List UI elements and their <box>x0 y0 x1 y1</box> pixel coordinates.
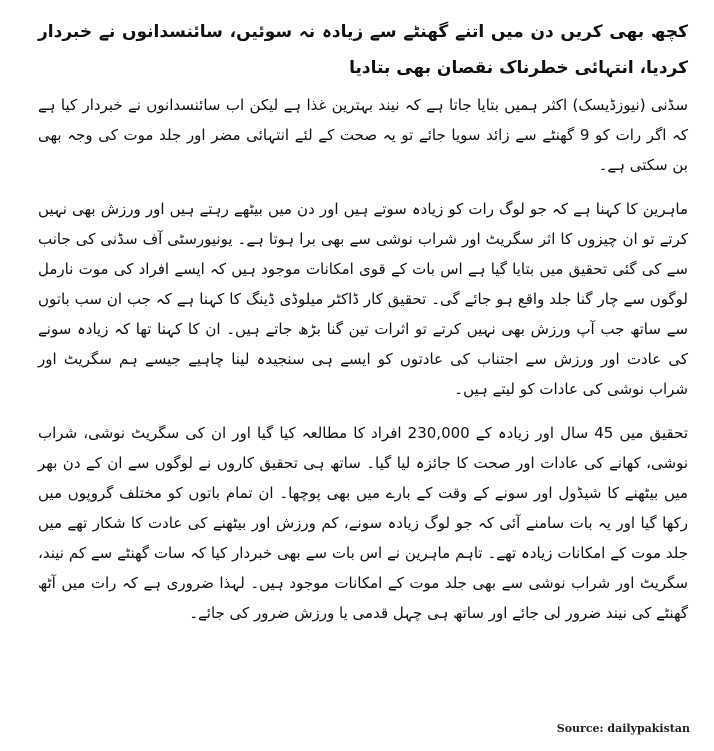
paragraph-intro: سڈنی (نیوزڈیسک) اکثر ہمیں بتایا جاتا ہے کہ نیند بہترین غذا ہے لیکن اب سائنسدانوں نے خبردار کیا ہے کہ اگر رات کو 9 گھنٹے سے زائد سویا جائے تو یہ صحت کے لئے انتہائی مضر اور جلد موت کی وجہ بھی بن سکتی ہے۔ <box>38 96 688 174</box>
paragraph-study: تحقیق میں 45 سال اور زیادہ کے 230,000 افراد کا مطالعہ کیا گیا اور ان کی سگریٹ نوشی، شراب نوشی، کھانے کی عادات اور صحت کا جائزہ لیا گیا۔ ساتھ ہی تحقیق کاروں نے لوگوں سے ان کے دن بھر میں بیٹھنے کا شیڈول اور سونے کے وقت کے بارے میں بھی پوچھا۔ ان تمام باتوں کو مختلف گروپوں میں رکھا گیا اور یہ بات سامنے آئی کہ جو لوگ زیادہ سونے، کم ورزش اور بیٹھنے کی عادت کا شکار تھے میں جلد موت کے امکانات زیادہ تھے۔ تاہم ماہرین نے اس بات سے بھی خبردار کیا کہ سات گھنٹے سے کم نیند، سگریٹ اور شراب نوشی سے بھی جلد موت کے امکانات موجود ہیں۔ لہذا ضروری ہے کہ رات میں آٹھ گھنٹے کی نیند ضرور لی جائے اور ساتھ ہی چہل قدمی یا ورزش ضرور کی جائے۔ <box>38 424 689 622</box>
paragraph-experts: ماہرین کا کہنا ہے کہ جو لوگ رات کو زیادہ سوتے ہیں اور دن میں بیٹھے رہتے ہیں اور ورزش بھی نہیں کرتے تو ان چیزوں کا اثر سگریٹ اور شراب نوشی سے بھی برا ہوتا ہے۔ یونیورسٹی آف سڈنی کی جانب سے کی گئی تحقیق میں بتایا گیا ہے اس بات کے قوی امکانات موجود ہیں کہ ایسے افراد کی موت نارمل لوگوں سے چار گنا جلد واقع ہو جائے گی۔ تحقیق کار ڈاکٹر میلوڈی ڈینگ کا کہنا ہے کہ جب ان سب باتوں سے ساتھ جب آپ ورزش بھی نہیں کرتے تو اثرات تین گنا بڑھ جاتے ہیں۔ ان کا کہنا تھا کہ زیادہ سونے کی عادت اور ورزش سے اجتناب کی عادتوں کو ایسے ہی سنجیدہ لینا چاہیے جیسے ہم سگریٹ اور شراب نوشی کی عادات کو لیتے ہیں۔ <box>38 200 688 398</box>
article-body <box>38 14 688 642</box>
article-headline: کچھ بھی کریں دن میں اتنے گھنٹے سے زیادہ نہ سوئیں، سائنسدانوں نے خبردار کردیا، انتہائی خطرناک نقصان بھی بتادیا <box>38 22 688 78</box>
source-credit: Source: dailypakistan <box>556 722 690 735</box>
